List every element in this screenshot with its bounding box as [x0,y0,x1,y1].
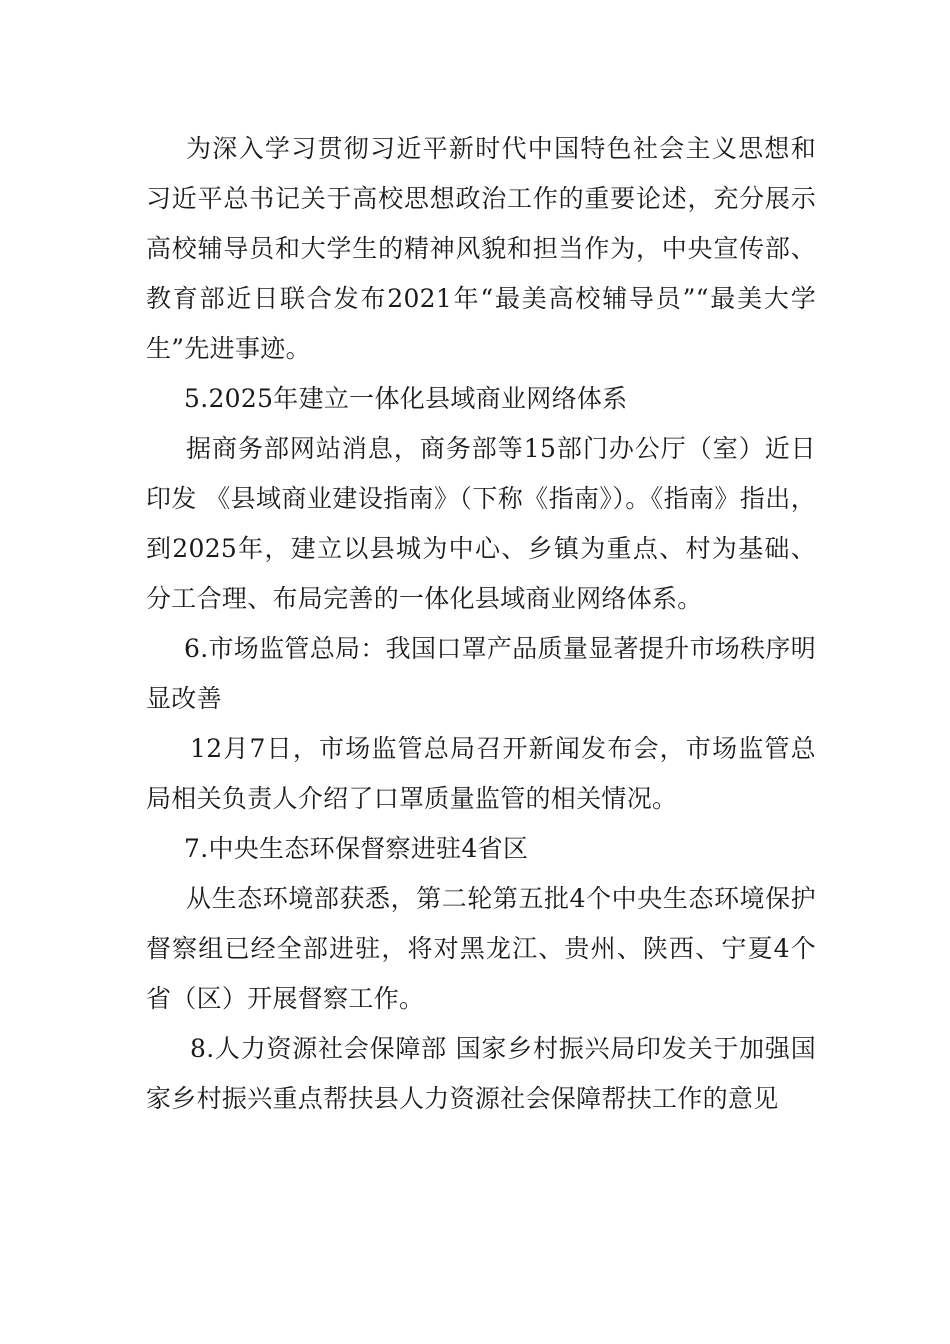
section-6-heading: 6.市场监管总局：我国口罩产品质量显著提升市场秩序明显改善 [146,634,816,713]
section-8-heading: 8.人力资源社会保障部 国家乡村振兴局印发关于加强国家乡村振兴重点帮扶县人力资源社会保障帮扶工作的意见 [146,1034,816,1113]
section-5-heading: 5.2025年建立一体化县域商业网络体系 [184,384,628,413]
intro-paragraph: 为深入学习贯彻习近平新时代中国特色社会主义思想和习近平总书记关于高校思想政治工作的重要论述，充分展示高校辅导员和大学生的精神风貌和担当作为，中央宣传部、教育部近日联合发布2021年“最美高校辅导员”“最美大学生”先进事迹。 [146,134,816,363]
section-6-paragraph: 12月7日，市场监管总局召开新闻发布会，市场监管总局相关负责人介绍了口罩质量监管的相关情况。 [146,734,816,813]
section-7-heading: 7.中央生态环保督察进驻4省区 [184,834,529,863]
section-7-paragraph: 从生态环境部获悉，第二轮第五批4个中央生态环境保护督察组已经全部进驻，将对黑龙江、贵州、陕西、宁夏4个省（区）开展督察工作。 [146,884,816,1013]
section-5-paragraph: 据商务部网站消息，商务部等15部门办公厅（室）近日印发 《县域商业建设指南》（下称《指南》）。《指南》指出，到2025年，建立以县城为中心、乡镇为重点、村为基础、分工合理、布局完善的一体化县域商业网络体系。 [146,434,816,613]
document-body [146,124,816,1124]
